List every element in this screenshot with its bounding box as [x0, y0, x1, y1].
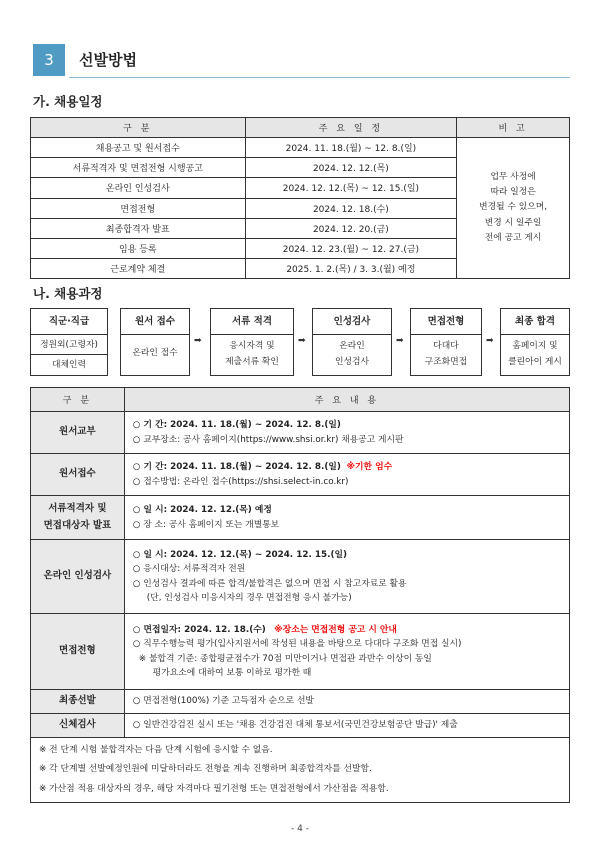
note-line: 전에 공고 게시 [484, 233, 542, 244]
schedule-item: 서류적격자 및 면접전형 시행공고 [31, 158, 246, 178]
schedule-item: 근로계약 체결 [31, 259, 246, 279]
content-line: ○ 접수방법: 온라인 접수(https://shsi.select-in.co.kr) [132, 476, 349, 487]
process-line: 구조화면접 [424, 356, 468, 367]
schedule-header-item: 구 분 [31, 118, 246, 138]
content-line: ○ 인성검사 결과에 따른 합격/불합격은 없으며 면접 시 참고자료로 활용 [132, 578, 407, 589]
row-label: 원서교부 [31, 412, 125, 454]
process-line: 대체인력 [52, 360, 86, 370]
row-content: ○ 면접전형(100%) 기준 고득점자 순으로 선발 [124, 690, 569, 714]
schedule-item: 면접전형 [31, 198, 246, 218]
process-box-interview [410, 308, 482, 376]
schedule-date: 2024. 12. 23.(월) ~ 12. 27.(금) [245, 238, 457, 258]
process-title: 나. 채용과정 [33, 286, 103, 301]
process-line: 정원외(고령자) [31, 335, 107, 355]
section-divider [69, 77, 570, 78]
detail-row [31, 714, 570, 738]
row-content [124, 540, 569, 614]
schedule-header-note: 비 고 [457, 118, 570, 138]
process-line: 인성검사 [335, 356, 369, 367]
detail-table [30, 387, 570, 803]
process-box-position [30, 308, 108, 376]
note-item: ※ 가산점 적용 대상자의 경우, 해당 자격마다 필기전형 또는 면접전형에서 가산점을 적용함. [39, 783, 389, 794]
schedule-date: 2024. 12. 18.(수) [245, 198, 457, 218]
content-line: 평가요소에 대하여 보통 이하로 평가한 때 [152, 668, 312, 678]
row-label: 온라인 인성검사 [31, 540, 125, 614]
process-head: 최종 합격 [501, 309, 569, 335]
schedule-header-date: 주 요 일 정 [245, 118, 457, 138]
arrow-icon: ➡ [298, 336, 306, 346]
row-content [124, 454, 569, 496]
process-head: 원서 접수 [121, 309, 189, 335]
schedule-note [457, 138, 570, 279]
note-line: 업무 사정에 [490, 171, 536, 182]
notes-cell [31, 738, 570, 803]
schedule-date: 2025. 1. 2.(목) / 3. 3.(월) 예정 [245, 259, 457, 279]
schedule-item: 최종합격자 발표 [31, 218, 246, 238]
process-line: 다대다 [433, 341, 459, 351]
row-label: 최종선발 [31, 690, 125, 714]
process-flow [30, 308, 570, 376]
row-label: 원서접수 [31, 454, 125, 496]
detail-row [31, 614, 570, 690]
schedule-date: 2024. 11. 18.(월) ~ 12. 8.(일) [245, 138, 457, 158]
arrow-icon: ➡ [396, 336, 404, 346]
note-line: 따라 일정은 [490, 187, 536, 198]
content-line: ○ 면접일자: 2024. 12. 18.(수) [132, 624, 266, 635]
arrow-icon: ➡ [194, 336, 202, 346]
content-line: ※ 불합격 기준: 종합평균점수가 70점 미만이거나 면접관 과반수 이상이 동일 [138, 653, 432, 664]
schedule-date: 2024. 12. 12.(목) ~ 12. 15.(일) [245, 178, 457, 198]
schedule-date: 2024. 12. 20.(금) [245, 218, 457, 238]
process-head: 인성검사 [313, 309, 391, 335]
schedule-table [30, 117, 570, 279]
detail-header-content: 주 요 내 용 [124, 388, 569, 412]
process-box-application [120, 308, 190, 376]
arrow-icon: ➡ [486, 336, 494, 346]
note-line: 변경될 수 있으며, [479, 202, 548, 213]
detail-header-row [31, 388, 570, 412]
detail-header-category: 구 분 [31, 388, 125, 412]
row-content [124, 614, 569, 690]
process-head: 직군·직급 [31, 309, 107, 335]
process-line: 제출서류 확인 [225, 356, 279, 367]
schedule-item: 임용 등록 [31, 238, 246, 258]
process-line: 온라인 접수 [132, 348, 178, 358]
note-item: ※ 전 단계 시험 불합격자는 다음 단계 시험에 응시할 수 없음. [39, 745, 273, 755]
process-line: 홈페이지 및 [512, 341, 558, 351]
row-label: 신체검사 [31, 714, 125, 738]
detail-row [31, 412, 570, 454]
row-content [124, 412, 569, 454]
schedule-item: 온라인 인성검사 [31, 178, 246, 198]
process-head: 서류 적격 [211, 309, 293, 335]
section-number: 3 [33, 44, 65, 76]
row-content: ○ 일반건강검진 실시 또는 '채용 건강검진 대체 통보서(국민건강보험공단 발급)' 제출 [124, 714, 569, 738]
content-line: ○ 일 시: 2024. 12. 12.(목) 예정 [132, 505, 272, 515]
deadline-notice: ※기한 엄수 [346, 462, 393, 472]
notes-row [31, 738, 570, 803]
content-line: ○ 기 간: 2024. 11. 18.(월) ~ 2024. 12. 8.(일) [132, 420, 341, 430]
content-line: ○ 장 소: 공사 홈페이지 또는 개별통보 [132, 519, 280, 530]
content-line: ○ 일 시: 2024. 12. 12.(목) ~ 2024. 12. 15.(일) [132, 549, 347, 560]
content-line: ○ 교부장소: 공사 홈페이지(https://www.shsi.or.kr) 채용공고 게시판 [132, 434, 404, 445]
detail-row [31, 496, 570, 540]
row-label: 면접전형 [31, 614, 125, 690]
schedule-item: 채용공고 및 원서접수 [31, 138, 246, 158]
process-line: 응시자격 및 [229, 341, 275, 351]
process-box-personality [312, 308, 392, 376]
label-line: 서류적격자 및 [48, 503, 107, 515]
content-line: ○ 직무수행능력 평가(입사지원서에 작성된 내용을 바탕으로 다대다 구조화 면접 실시) [132, 639, 462, 649]
schedule-date: 2024. 12. 12.(목) [245, 158, 457, 178]
note-item: ※ 각 단계별 선발예정인원에 미달하더라도 전형을 계속 진행하며 최종합격자를 선발함. [39, 764, 372, 775]
process-box-final [500, 308, 570, 376]
venue-notice: ※장소는 면접전형 공고 시 안내 [274, 624, 397, 635]
process-line: 클린아이 게시 [508, 356, 562, 367]
content-line: ○ 기 간: 2024. 11. 18.(월) ~ 2024. 12. 8.(일) [132, 462, 341, 472]
detail-row [31, 690, 570, 714]
process-box-document [210, 308, 294, 376]
detail-row [31, 454, 570, 496]
row-label [31, 496, 125, 540]
schedule-title: 가. 채용일정 [33, 94, 103, 109]
schedule-row [31, 138, 570, 158]
process-line: 온라인 [339, 341, 365, 351]
note-line: 변경 시 일주일 [484, 217, 542, 228]
section-header [33, 44, 570, 80]
section-title: 선발방법 [79, 51, 137, 69]
process-head: 면접전형 [411, 309, 481, 335]
detail-row [31, 540, 570, 614]
content-line: (단, 인성검사 미응시자의 경우 면접전형 응시 불가능) [146, 593, 352, 603]
page-number: - 4 - [291, 824, 309, 834]
row-content [124, 496, 569, 540]
schedule-header-row [31, 118, 570, 138]
label-line: 면접대상자 발표 [43, 519, 112, 531]
content-line: ○ 응시대상: 서류적격자 전원 [132, 564, 246, 574]
